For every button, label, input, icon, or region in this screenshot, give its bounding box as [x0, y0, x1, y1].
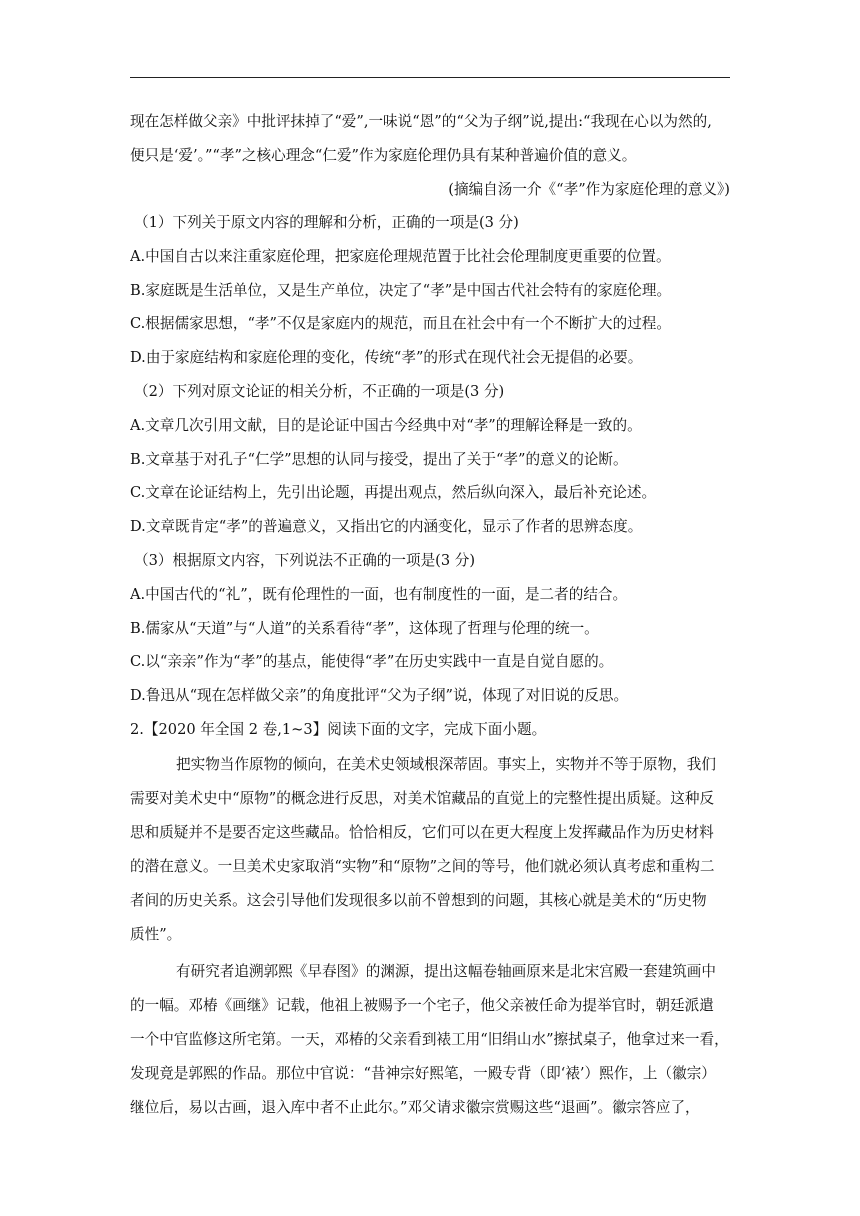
paragraph-1-line-3: 思和质疑并不是要否定这些藏品。恰恰相反，它们可以在更大程度上发挥藏品作为历史材料 — [130, 824, 714, 841]
question-3-option-a: A.中国古代的“礼”，既有伦理性的一面，也有制度性的一面，是二者的结合。 — [130, 586, 628, 603]
question-3-option-d: D.鲁迅从“现在怎样做父亲”的角度批评“父为子纲”说，体现了对旧说的反思。 — [130, 687, 629, 704]
paragraph-1-line-4: 的潜在意义。一旦美术史家取消“实物”和“原物”之间的等号，他们就必须认真考虑和重构二 — [130, 858, 715, 875]
paragraph-2-line-3: 一个中官监修这所宅第。一天，邓椿的父亲看到裱工用“旧绢山水”擦拭桌子，他拿过来一看， — [130, 1031, 729, 1048]
paragraph-2-line-2: 的一幅。邓椿《画继》记载，他祖上被赐予一个宅子，他父亲被任命为提举官时，朝廷派遣 — [130, 997, 714, 1014]
source-citation: (摘编自汤一介《“孝”作为家庭伦理的意义》) — [448, 181, 730, 198]
paragraph-1-line-6: 质性”。 — [130, 926, 182, 943]
question-2-option-c: C.文章在论证结构上，先引出论题，再提出观点，然后纵向深入，最后补充论述。 — [130, 484, 657, 501]
question-3-option-b: B.儒家从“天道”与“人道”的关系看待“孝”，这体现了哲理与伦理的统一。 — [130, 620, 599, 637]
question-1-option-a: A.中国自古以来注重家庭伦理，把家庭伦理规范置于比社会伦理制度更重要的位置。 — [130, 248, 671, 265]
question-2-option-b: B.文章基于对孔子“仁学”思想的认同与接受，提出了关于“孝”的意义的论断。 — [130, 451, 628, 468]
continuation-line-2: 便只是‘爱’。”“孝”之核心理念“仁爱”作为家庭伦理仍具有某种普遍价值的意义。 — [130, 147, 637, 164]
continuation-line-1: 现在怎样做父亲》中批评抹掉了“爱”,一味说“恩”的“父为子纲”说,提出:“我现在心以为然的, — [130, 113, 712, 130]
paragraph-1-line-5: 者间的历史关系。这会引导他们发现很多以前不曾想到的问题，其核心就是美术的“历史物 — [130, 892, 707, 909]
question-2-option-d: D.文章既肯定“孝”的普遍意义，又指出它的内涵变化，显示了作者的思辨态度。 — [130, 518, 643, 535]
section-2-heading: 2.【2020 年全国 2 卷,1~3】阅读下面的文字，完成下面小题。 — [130, 721, 547, 738]
paragraph-2-line-5: 继位后，易以古画，退入库中者不止此尔。”邓父请求徽宗赏赐这些“退画”。徽宗答应了， — [130, 1099, 700, 1116]
question-1-option-b: B.家庭既是生活单位，又是生产单位，决定了“孝”是中国古代社会特有的家庭伦理。 — [130, 282, 672, 299]
paragraph-2-line-4: 发现竟是郭熙的作品。那位中官说：“昔神宗好熙笔，一殿专背（即‘裱’）熙作，上（徽宗） — [130, 1065, 716, 1082]
paragraph-2-line-1: 有研究者追溯郭熙《早春图》的渊源，提出这幅卷轴画原来是北宋宫殿一套建筑画中 — [176, 963, 716, 980]
question-1-stem: （1）下列关于原文内容的理解和分析，正确的一项是(3 分) — [134, 214, 519, 231]
question-1-option-d: D.由于家庭结构和家庭伦理的变化，传统“孝”的形式在现代社会无提倡的必要。 — [130, 349, 643, 366]
question-3-stem: （3）根据原文内容，下列说法不正确的一项是(3 分) — [134, 552, 476, 569]
question-2-stem: （2）下列对原文论证的相关分析，不正确的一项是(3 分) — [134, 383, 505, 400]
question-1-option-c: C.根据儒家思想，“孝”不仅是家庭内的规范，而且在社会中有一个不断扩大的过程。 — [130, 315, 671, 332]
paragraph-1-line-2: 需要对美术史中“原物”的概念进行反思，对美术馆藏品的直觉上的完整性提出质疑。这种反 — [130, 790, 715, 807]
question-3-option-c: C.以“亲亲”作为“孝”的基点，能使得“孝”在历史实践中一直是自觉自愿的。 — [130, 653, 614, 670]
header-rule — [130, 77, 730, 78]
paragraph-1-line-1: 把实物当作原物的倾向，在美术史领域根深蒂固。事实上，实物并不等于原物，我们 — [176, 756, 716, 773]
question-2-option-a: A.文章几次引用文献，目的是论证中国古今经典中对“孝”的理解诠释是一致的。 — [130, 417, 642, 434]
